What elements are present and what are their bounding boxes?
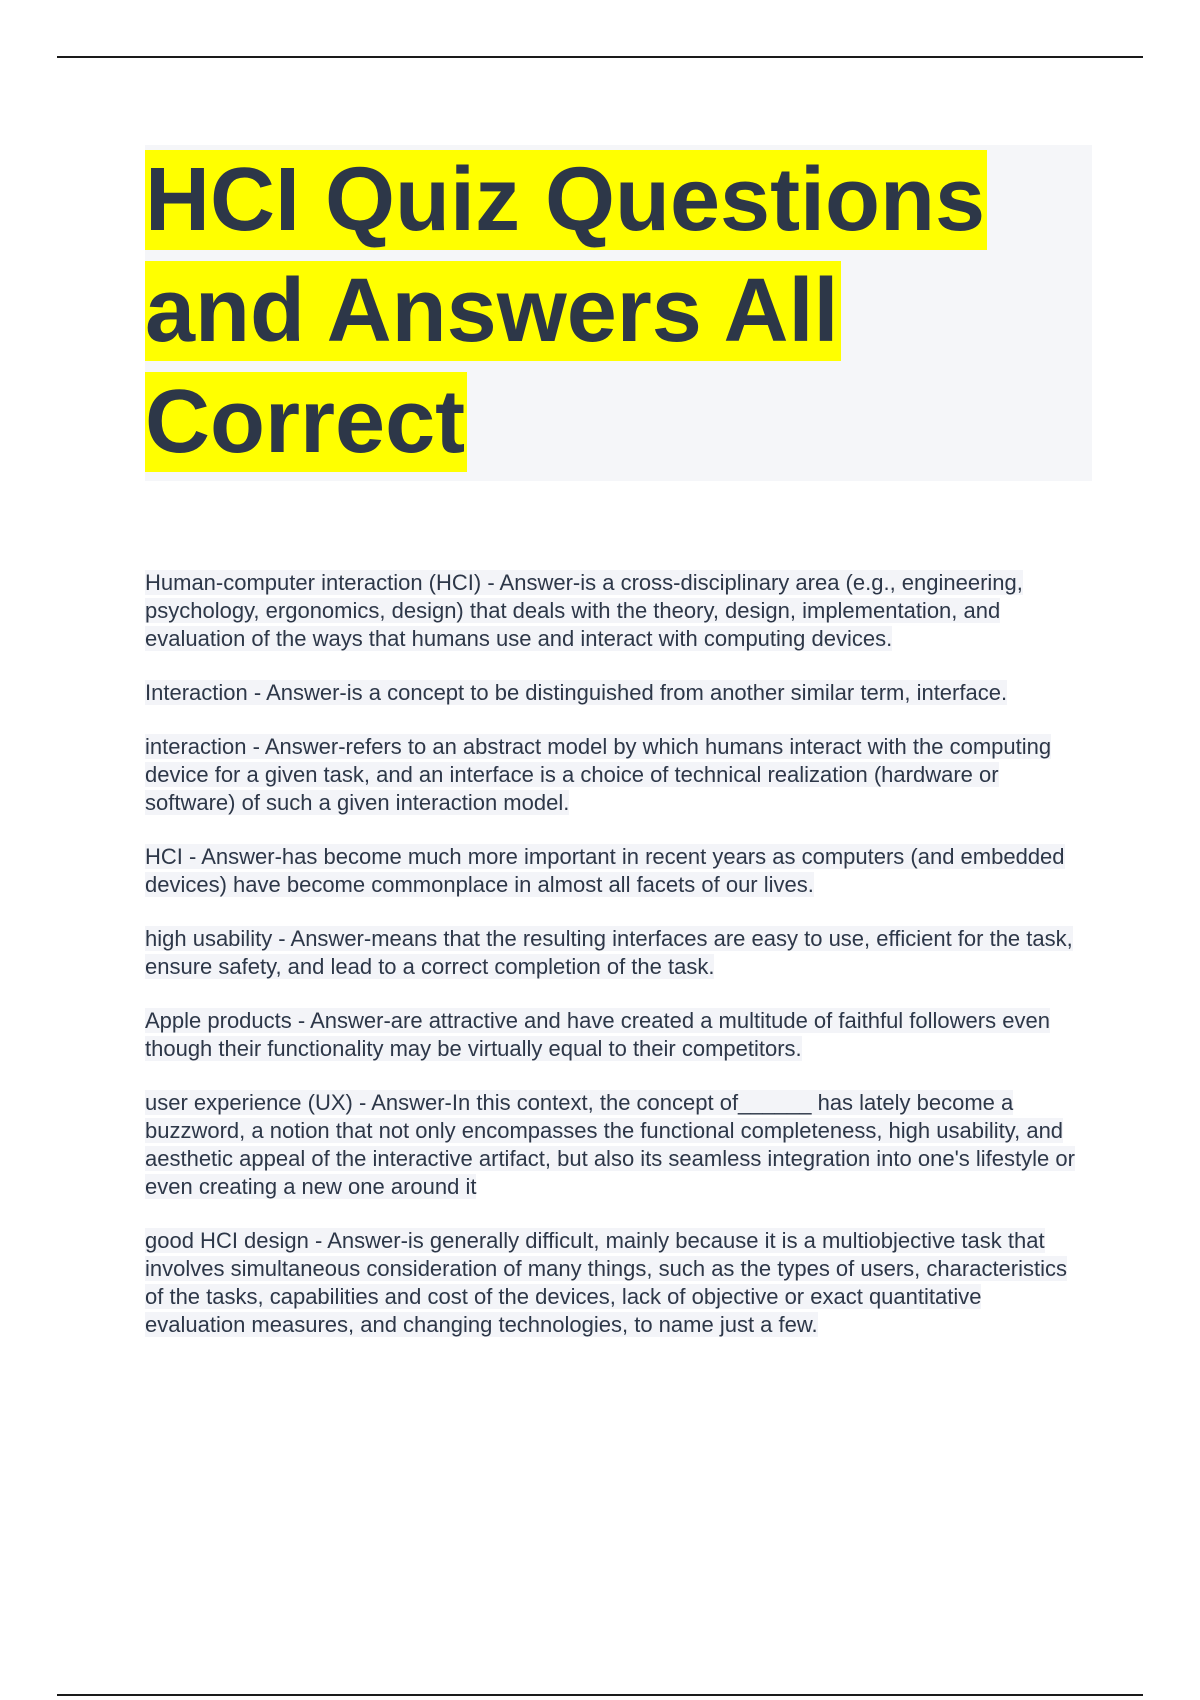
- qa-entry-text: Human-computer interaction (HCI) - Answer-is a cross-disciplinary area (e.g., engineering, psychology, ergonomics, design) that deals with the theory, design, implementation, and evaluation of the ways that humans use and interact with computing devices.: [145, 570, 1023, 651]
- qa-entry-text: high usability - Answer-means that the resulting interfaces are easy to use, efficient for the task, ensure safety, and lead to a correct completion of the task.: [145, 926, 1073, 979]
- qa-entry: [145, 1007, 1085, 1063]
- qa-entry: [145, 843, 1085, 899]
- qa-entry: [145, 569, 1085, 653]
- bottom-rule: [57, 1694, 1143, 1696]
- qa-entry-text: user experience (UX) - Answer-In this context, the concept of______ has lately become a buzzword, a notion that not only encompasses the functional completeness, high usability, and aesthetic appeal of the interactive artifact, but also its seamless integration into one's lifestyle or even creating a new one around it: [145, 1090, 1075, 1199]
- document-title: [145, 145, 1092, 478]
- qa-entry: [145, 1089, 1085, 1201]
- qa-entry-text: HCI - Answer-has become much more important in recent years as computers (and embedded devices) have become commonplace in almost all facets of our lives.: [145, 844, 1065, 897]
- qa-entry: [145, 679, 1085, 707]
- title-highlight: HCI Quiz Questions and Answers All Correct: [145, 150, 986, 472]
- qa-list: [145, 569, 1085, 1365]
- qa-entry-text: good HCI design - Answer-is generally difficult, mainly because it is a multiobjective task that involves simultaneous consideration of many things, such as the types of users, characteristics of the tasks, capabilities and cost of the devices, lack of objective or exact quantitative evaluation measures, and changing technologies, to name just a few.: [145, 1228, 1068, 1337]
- qa-entry: [145, 925, 1085, 981]
- title-block: [145, 145, 1092, 481]
- top-rule: [57, 56, 1143, 58]
- qa-entry-text: Apple products - Answer-are attractive and have created a multitude of faithful followers even though their functionality may be virtually equal to their competitors.: [145, 1008, 1050, 1061]
- qa-entry: [145, 733, 1085, 817]
- qa-entry: [145, 1227, 1085, 1339]
- qa-entry-text: interaction - Answer-refers to an abstract model by which humans interact with the computing device for a given task, and an interface is a choice of technical realization (hardware or software) of such a given interaction model.: [145, 734, 1052, 815]
- qa-entry-text: Interaction - Answer-is a concept to be distinguished from another similar term, interface.: [145, 680, 1008, 705]
